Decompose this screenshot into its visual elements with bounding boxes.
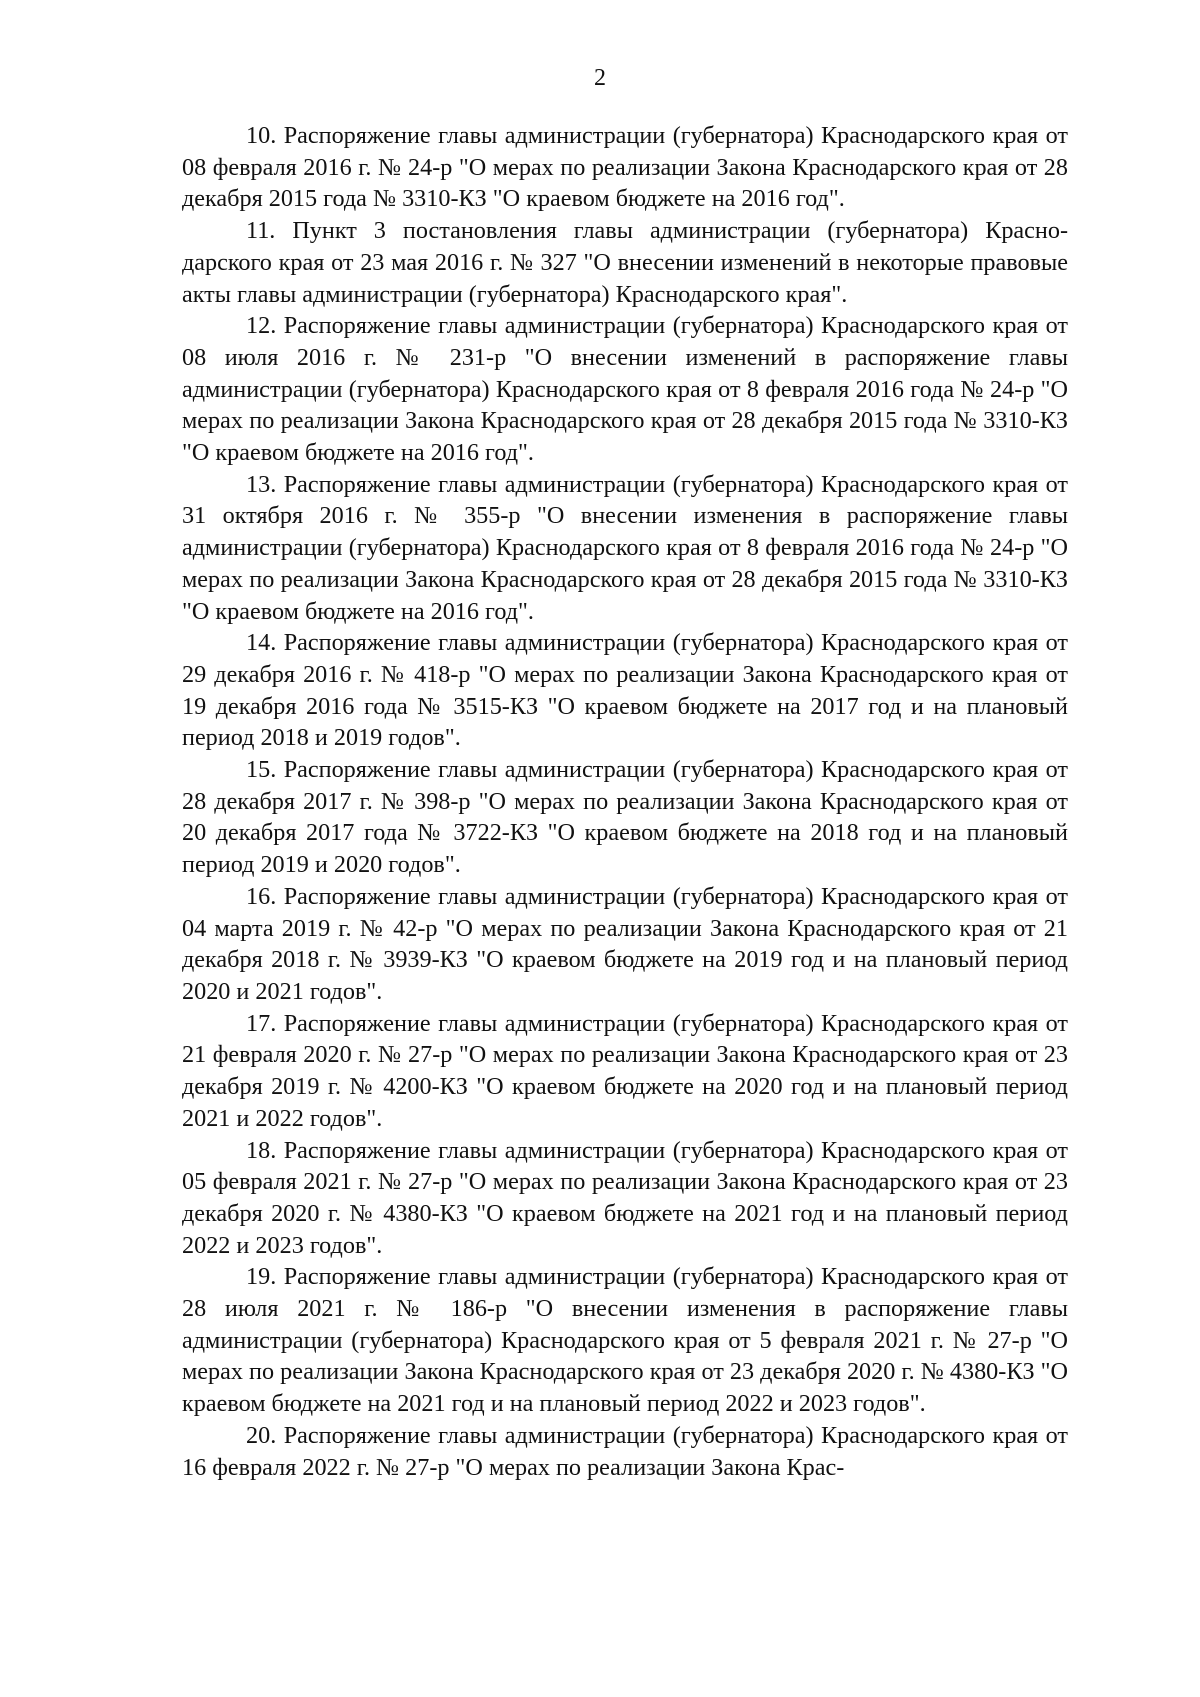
list-item: 11. Пункт 3 постановления главы администрации (губернатора) Краснодарского края от 23 мая 2016 г. № 327 "О внесении изменений в некоторые правовые акты главы администрации (губернатора) Краснодарского края".	[182, 217, 1068, 308]
document-body	[182, 120, 1068, 1483]
list-item: 14. Распоряжение главы администрации (губернатора) Краснодарского края от 29 декабря 2016 г. № 418-р "О мерах по реализации Закона Краснодарского края от 19 декабря 2016 года № 3515-КЗ "О краевом бюджете на 2017 год и на плановый период 2018 и 2019 годов".	[182, 629, 1068, 752]
page-number: 2	[594, 65, 606, 91]
list-item: 17. Распоряжение главы администрации (губернатора) Краснодарского края от 21 февраля 2020 г. № 27-р "О мерах по реализации Закона Краснодарского края от 23 декабря 2019 г. № 4200-КЗ "О краевом бюджете на 2020 год и на плановый период 2021 и 2022 годов".	[182, 1009, 1068, 1132]
list-item: 12. Распоряжение главы администрации (губернатора) Краснодарского края от 08 июля 2016 г. № 231-р "О внесении изменений в распоряжение главы администрации (губернатора) Краснодарского края от 8 февраля 2016 года № 24-р "О мерах по реализации Закона Краснодарского края от 28 декабря 2015 года № 3310-КЗ "О краевом бюджете на 2016 год".	[182, 312, 1068, 467]
list-item: 16. Распоряжение главы администрации (губернатора) Краснодарского края от 04 марта 2019 г. № 42-р "О мерах по реализации Закона Краснодарского края от 21 декабря 2018 г. № 3939-КЗ "О краевом бюджете на 2019 год и на плановый период 2020 и 2021 годов".	[182, 882, 1068, 1005]
list-item: 20. Распоряжение главы администрации (губернатора) Краснодарского края от 16 февраля 2022 г. № 27-р "О мерах по реализации Закона Крас-	[182, 1421, 1068, 1481]
list-item: 13. Распоряжение главы администрации (губернатора) Краснодарского края от 31 октября 2016 г. № 355-р "О внесении изменения в распоряжение главы администрации (губернатора) Краснодарского края от 8 февраля 2016 года № 24-р "О мерах по реализации Закона Краснодарского края от 28 декабря 2015 года № 3310-КЗ "О краевом бюджете на 2016 год".	[182, 470, 1068, 625]
list-item: 15. Распоряжение главы администрации (губернатора) Краснодарского края от 28 декабря 2017 г. № 398-р "О мерах по реализации Закона Краснодарского края от 20 декабря 2017 года № 3722-КЗ "О краевом бюджете на 2018 год и на плановый период 2019 и 2020 годов".	[182, 756, 1068, 879]
list-item: 10. Распоряжение главы администрации (губернатора) Краснодарского края от 08 февраля 2016 г. № 24-р "О мерах по реализации Закона Краснодарского края от 28 декабря 2015 года № 3310-КЗ "О краевом бюджете на 2016 год".	[182, 122, 1068, 213]
list-item: 19. Распоряжение главы администрации (губернатора) Краснодарского края от 28 июля 2021 г. № 186-р "О внесении изменения в распоряжение главы администрации (губернатора) Краснодарского края от 5 февраля 2021 г. № 27-р "О мерах по реализации Закона Краснодарского края от 23 декабря 2020 г. № 4380-КЗ "О краевом бюджете на 2021 год и на плановый период 2022 и 2023 годов".	[182, 1263, 1068, 1418]
list-item: 18. Распоряжение главы администрации (губернатора) Краснодарского края от 05 февраля 2021 г. № 27-р "О мерах по реализации Закона Краснодарского края от 23 декабря 2020 г. № 4380-КЗ "О краевом бюджете на 2021 год и на плановый период 2022 и 2023 годов".	[182, 1136, 1068, 1259]
